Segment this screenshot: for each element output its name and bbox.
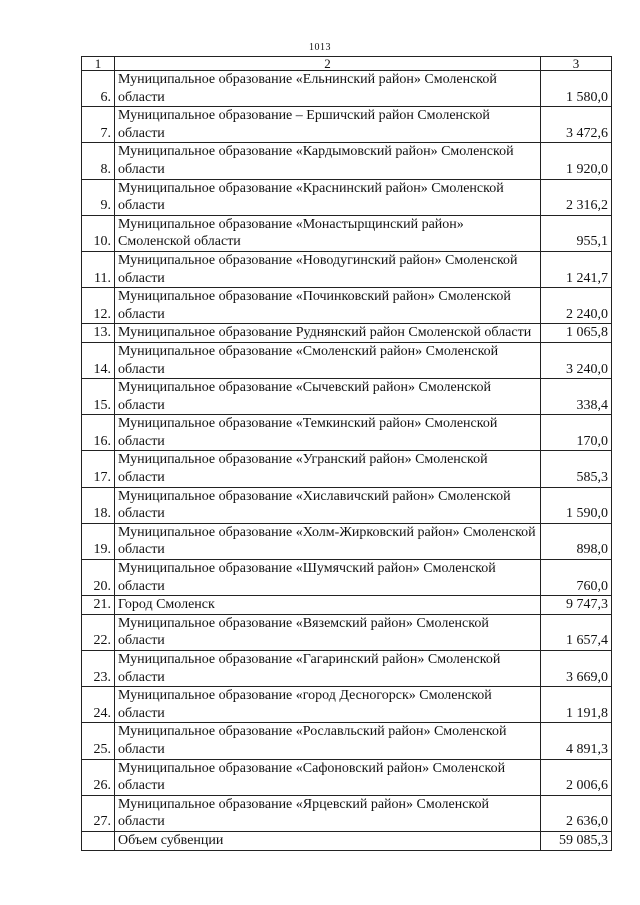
row-value: 3 472,6 <box>541 107 612 143</box>
row-value: 1 590,0 <box>541 487 612 523</box>
row-number: 23. <box>82 651 115 687</box>
row-number: 19. <box>82 523 115 559</box>
total-number <box>82 831 115 850</box>
row-value: 1 580,0 <box>541 71 612 107</box>
row-number: 26. <box>82 759 115 795</box>
row-value: 1 241,7 <box>541 251 612 287</box>
row-number: 15. <box>82 379 115 415</box>
table-row <box>82 324 612 343</box>
row-name: Муниципальное образование «Сафоновский район» Смоленской области <box>115 759 541 795</box>
row-name: Муниципальное образование «Краснинский район» Смоленской области <box>115 179 541 215</box>
total-row <box>82 831 612 850</box>
table-row <box>82 215 612 251</box>
table-row <box>82 143 612 179</box>
row-name: Муниципальное образование – Ершичский район Смоленской области <box>115 107 541 143</box>
row-name: Муниципальное образование «Холм-Жирковский район» Смоленской области <box>115 523 541 559</box>
row-number: 9. <box>82 179 115 215</box>
row-value: 3 669,0 <box>541 651 612 687</box>
row-value: 1 657,4 <box>541 614 612 650</box>
table-row <box>82 251 612 287</box>
table-row <box>82 651 612 687</box>
row-value: 1 920,0 <box>541 143 612 179</box>
row-name: Муниципальное образование «Починковский район» Смоленской области <box>115 288 541 324</box>
total-value: 59 085,3 <box>541 831 612 850</box>
row-number: 17. <box>82 451 115 487</box>
row-name: Муниципальное образование «Шумячский район» Смоленской области <box>115 560 541 596</box>
row-number: 27. <box>82 795 115 831</box>
table-row <box>82 560 612 596</box>
row-name: Муниципальное образование «Хиславичский район» Смоленской области <box>115 487 541 523</box>
row-value: 585,3 <box>541 451 612 487</box>
table-row <box>82 614 612 650</box>
row-value: 3 240,0 <box>541 342 612 378</box>
row-value: 898,0 <box>541 523 612 559</box>
row-value: 1 191,8 <box>541 687 612 723</box>
page-number: 1013 <box>309 42 331 53</box>
row-name: Муниципальное образование «Новодугинский район» Смоленской области <box>115 251 541 287</box>
total-label: Объем субвенции <box>115 831 541 850</box>
table-row <box>82 342 612 378</box>
row-name: Муниципальное образование «Рославльский район» Смоленской области <box>115 723 541 759</box>
row-number: 7. <box>82 107 115 143</box>
row-number: 13. <box>82 324 115 343</box>
row-name: Муниципальное образование «Кардымовский район» Смоленской области <box>115 143 541 179</box>
header-col-2: 2 <box>115 57 541 71</box>
table-row <box>82 415 612 451</box>
subvention-table <box>81 56 612 851</box>
row-name: Муниципальное образование «Вяземский район» Смоленской области <box>115 614 541 650</box>
table-row <box>82 687 612 723</box>
table-row <box>82 523 612 559</box>
table-row <box>82 759 612 795</box>
table-row <box>82 723 612 759</box>
row-number: 20. <box>82 560 115 596</box>
row-number: 24. <box>82 687 115 723</box>
header-col-1: 1 <box>82 57 115 71</box>
table-header-row <box>82 57 612 71</box>
row-number: 18. <box>82 487 115 523</box>
row-value: 2 240,0 <box>541 288 612 324</box>
row-value: 1 065,8 <box>541 324 612 343</box>
row-value: 2 006,6 <box>541 759 612 795</box>
table-row <box>82 107 612 143</box>
row-number: 21. <box>82 596 115 615</box>
row-number: 10. <box>82 215 115 251</box>
row-value: 4 891,3 <box>541 723 612 759</box>
row-name: Муниципальное образование «город Десногорск» Смоленской области <box>115 687 541 723</box>
row-number: 25. <box>82 723 115 759</box>
row-value: 170,0 <box>541 415 612 451</box>
row-name: Муниципальное образование «Угранский район» Смоленской области <box>115 451 541 487</box>
row-value: 338,4 <box>541 379 612 415</box>
row-value: 955,1 <box>541 215 612 251</box>
row-value: 9 747,3 <box>541 596 612 615</box>
row-number: 6. <box>82 71 115 107</box>
row-number: 8. <box>82 143 115 179</box>
row-name: Муниципальное образование «Темкинский район» Смоленской области <box>115 415 541 451</box>
header-col-3: 3 <box>541 57 612 71</box>
row-number: 12. <box>82 288 115 324</box>
row-name: Муниципальное образование «Сычевский район» Смоленской области <box>115 379 541 415</box>
row-name: Муниципальное образование «Монастырщинский район» Смоленской области <box>115 215 541 251</box>
row-value: 760,0 <box>541 560 612 596</box>
row-name: Муниципальное образование «Ельнинский район» Смоленской области <box>115 71 541 107</box>
row-value: 2 636,0 <box>541 795 612 831</box>
table-row <box>82 179 612 215</box>
table-row <box>82 288 612 324</box>
row-name: Муниципальное образование «Гагаринский район» Смоленской области <box>115 651 541 687</box>
row-name: Муниципальное образование «Смоленский район» Смоленской области <box>115 342 541 378</box>
table-row <box>82 71 612 107</box>
table-row <box>82 596 612 615</box>
table-row <box>82 379 612 415</box>
row-number: 11. <box>82 251 115 287</box>
table-row <box>82 451 612 487</box>
row-number: 22. <box>82 614 115 650</box>
table-row <box>82 487 612 523</box>
row-name: Муниципальное образование Руднянский район Смоленской области <box>115 324 541 343</box>
row-number: 16. <box>82 415 115 451</box>
table-row <box>82 795 612 831</box>
table-body <box>82 57 612 851</box>
row-name: Муниципальное образование «Ярцевский район» Смоленской области <box>115 795 541 831</box>
row-number: 14. <box>82 342 115 378</box>
row-value: 2 316,2 <box>541 179 612 215</box>
row-name: Город Смоленск <box>115 596 541 615</box>
